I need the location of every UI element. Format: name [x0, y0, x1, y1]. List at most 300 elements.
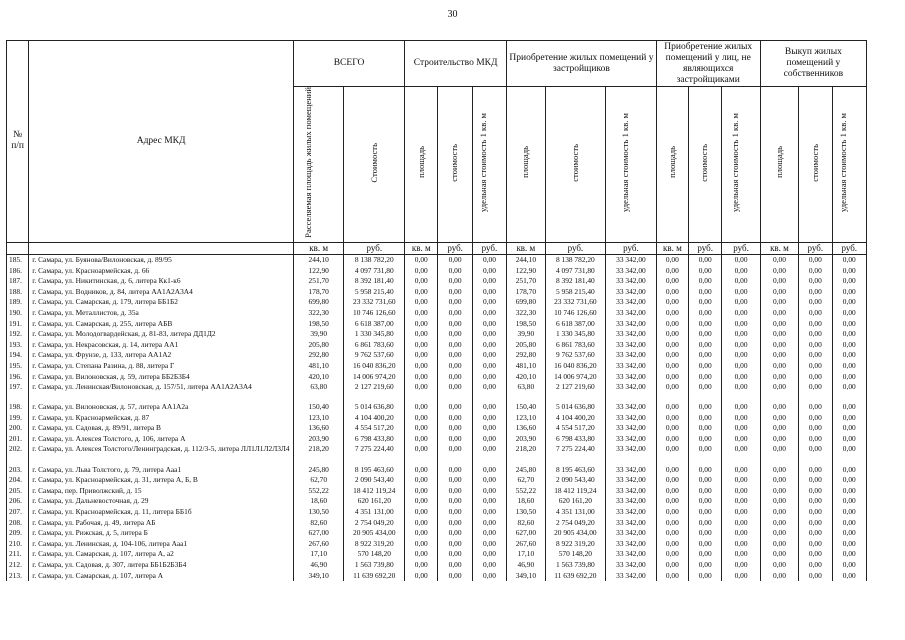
- row-dev-area: 292,80: [507, 350, 545, 361]
- row-total-area: 205,80: [293, 340, 344, 351]
- row-build-area: 0,00: [405, 444, 438, 464]
- row-dev-area: 150,40: [507, 402, 545, 413]
- row-nondev-unit: 0,00: [722, 434, 760, 445]
- row-build-unit: 0,00: [472, 287, 506, 298]
- row-total-cost: 10 746 126,60: [344, 308, 405, 319]
- row-nondev-unit: 0,00: [722, 496, 760, 507]
- unit-buyout-area: кв. м: [760, 242, 798, 254]
- col-header-dev-area: площадь: [507, 87, 545, 243]
- col-header-dev-cost: стоимость: [545, 87, 606, 243]
- row-build-unit: 0,00: [472, 308, 506, 319]
- row-nondev-cost: 0,00: [689, 475, 722, 486]
- row-total-cost: 5 014 636,80: [344, 402, 405, 413]
- row-dev-cost: 9 762 537,60: [545, 350, 606, 361]
- row-buyout-area: 0,00: [760, 276, 798, 287]
- table-row: [7, 496, 867, 507]
- row-buyout-cost: 0,00: [799, 538, 832, 549]
- col-header-total-area: Расселяемая площадь жилых помещений: [293, 87, 344, 243]
- row-build-area: 0,00: [405, 496, 438, 507]
- row-nondev-area: 0,00: [656, 517, 688, 528]
- row-nondev-cost: 0,00: [689, 507, 722, 518]
- row-total-cost: 1 330 345,80: [344, 329, 405, 340]
- row-dev-cost: 7 275 224,40: [545, 444, 606, 464]
- row-build-cost: 0,00: [438, 549, 472, 560]
- row-address: г. Самара, ул. Красноармейская, д. 31, литера А, Б, В: [29, 475, 294, 486]
- row-address: г. Самара, ул. Молодогвардейская, д. 81-83, литера ДД1Д2: [29, 329, 294, 340]
- row-nondev-unit: 0,00: [722, 265, 760, 276]
- row-dev-unit: 33 342,00: [606, 464, 657, 475]
- row-build-cost: 0,00: [438, 464, 472, 475]
- row-build-cost: 0,00: [438, 444, 472, 464]
- row-nondev-cost: 0,00: [689, 308, 722, 319]
- row-nondev-cost: 0,00: [689, 350, 722, 361]
- table-row: [7, 560, 867, 571]
- table-row: [7, 570, 867, 581]
- row-dev-unit: 33 342,00: [606, 486, 657, 497]
- row-dev-unit: 33 342,00: [606, 528, 657, 539]
- row-number: 192.: [7, 329, 29, 340]
- row-buyout-unit: 0,00: [832, 538, 866, 549]
- row-total-area: 17,10: [293, 549, 344, 560]
- row-nondev-unit: 0,00: [722, 538, 760, 549]
- row-dev-area: 349,10: [507, 570, 545, 581]
- row-nondev-unit: 0,00: [722, 350, 760, 361]
- row-number: 211.: [7, 549, 29, 560]
- row-nondev-cost: 0,00: [689, 318, 722, 329]
- table-row: [7, 413, 867, 424]
- row-dev-unit: 33 342,00: [606, 507, 657, 518]
- row-build-unit: 0,00: [472, 297, 506, 308]
- row-total-area: 46,90: [293, 560, 344, 571]
- row-number: 187.: [7, 276, 29, 287]
- row-dev-unit: 33 342,00: [606, 254, 657, 265]
- row-buyout-area: 0,00: [760, 507, 798, 518]
- row-total-cost: 4 104 400,20: [344, 413, 405, 424]
- row-total-area: 122,90: [293, 265, 344, 276]
- row-buyout-unit: 0,00: [832, 340, 866, 351]
- row-buyout-cost: 0,00: [799, 549, 832, 560]
- row-number: 196.: [7, 371, 29, 382]
- row-build-unit: 0,00: [472, 402, 506, 413]
- row-dev-unit: 33 342,00: [606, 361, 657, 372]
- row-build-area: 0,00: [405, 276, 438, 287]
- row-dev-area: 481,10: [507, 361, 545, 372]
- row-total-area: 349,10: [293, 570, 344, 581]
- row-build-area: 0,00: [405, 382, 438, 402]
- group-header-purchase-non-developers: Приобретение жилых помещений у лиц, не являющихся застройщиками: [656, 41, 760, 87]
- row-address: г. Самара, ул. Степана Разина, д. 88, литера Г: [29, 361, 294, 372]
- row-nondev-area: 0,00: [656, 423, 688, 434]
- row-total-area: 218,20: [293, 444, 344, 464]
- row-address: г. Самара, ул. Садовая, д. 307, литера ББ1Б2Б3Б4: [29, 560, 294, 571]
- row-nondev-unit: 0,00: [722, 528, 760, 539]
- row-dev-cost: 1 330 345,80: [545, 329, 606, 340]
- row-buyout-unit: 0,00: [832, 560, 866, 571]
- row-build-unit: 0,00: [472, 475, 506, 486]
- row-dev-unit: 33 342,00: [606, 402, 657, 413]
- row-buyout-area: 0,00: [760, 444, 798, 464]
- row-buyout-cost: 0,00: [799, 496, 832, 507]
- col-header-dev-unit: удельная стоимость 1 кв. м: [606, 87, 657, 243]
- row-build-unit: 0,00: [472, 265, 506, 276]
- row-build-unit: 0,00: [472, 538, 506, 549]
- row-dev-unit: 33 342,00: [606, 371, 657, 382]
- row-dev-unit: 33 342,00: [606, 350, 657, 361]
- row-buyout-cost: 0,00: [799, 486, 832, 497]
- row-dev-cost: 6 861 783,60: [545, 340, 606, 351]
- row-buyout-area: 0,00: [760, 265, 798, 276]
- row-build-cost: 0,00: [438, 382, 472, 402]
- row-buyout-area: 0,00: [760, 434, 798, 445]
- row-build-cost: 0,00: [438, 361, 472, 372]
- row-dev-unit: 33 342,00: [606, 423, 657, 434]
- row-buyout-area: 0,00: [760, 371, 798, 382]
- row-total-area: 178,70: [293, 287, 344, 298]
- unit-blank-1: [7, 242, 29, 254]
- row-total-area: 136,60: [293, 423, 344, 434]
- row-dev-area: 699,80: [507, 297, 545, 308]
- row-nondev-area: 0,00: [656, 549, 688, 560]
- row-build-area: 0,00: [405, 507, 438, 518]
- row-nondev-unit: 0,00: [722, 464, 760, 475]
- row-dev-cost: 2 090 543,40: [545, 475, 606, 486]
- row-nondev-unit: 0,00: [722, 276, 760, 287]
- row-number: 185.: [7, 254, 29, 265]
- row-nondev-cost: 0,00: [689, 434, 722, 445]
- row-total-cost: 570 148,20: [344, 549, 405, 560]
- row-nondev-area: 0,00: [656, 308, 688, 319]
- table-row: [7, 329, 867, 340]
- row-buyout-cost: 0,00: [799, 507, 832, 518]
- row-nondev-cost: 0,00: [689, 340, 722, 351]
- row-total-area: 244,10: [293, 254, 344, 265]
- row-buyout-cost: 0,00: [799, 434, 832, 445]
- row-build-cost: 0,00: [438, 517, 472, 528]
- row-build-cost: 0,00: [438, 507, 472, 518]
- row-nondev-cost: 0,00: [689, 486, 722, 497]
- row-buyout-area: 0,00: [760, 308, 798, 319]
- row-buyout-area: 0,00: [760, 475, 798, 486]
- row-build-unit: 0,00: [472, 276, 506, 287]
- row-nondev-unit: 0,00: [722, 402, 760, 413]
- row-buyout-unit: 0,00: [832, 371, 866, 382]
- row-nondev-unit: 0,00: [722, 318, 760, 329]
- row-buyout-cost: 0,00: [799, 340, 832, 351]
- row-number: 212.: [7, 560, 29, 571]
- row-nondev-cost: 0,00: [689, 371, 722, 382]
- row-nondev-area: 0,00: [656, 297, 688, 308]
- row-buyout-area: 0,00: [760, 413, 798, 424]
- row-dev-area: 17,10: [507, 549, 545, 560]
- row-nondev-area: 0,00: [656, 340, 688, 351]
- row-nondev-cost: 0,00: [689, 528, 722, 539]
- row-build-area: 0,00: [405, 517, 438, 528]
- row-number: 213.: [7, 570, 29, 581]
- row-number: 204.: [7, 475, 29, 486]
- row-build-unit: 0,00: [472, 361, 506, 372]
- row-build-cost: 0,00: [438, 528, 472, 539]
- table-row: [7, 444, 867, 464]
- row-nondev-unit: 0,00: [722, 371, 760, 382]
- row-build-cost: 0,00: [438, 402, 472, 413]
- row-total-cost: 2 090 543,40: [344, 475, 405, 486]
- row-build-unit: 0,00: [472, 444, 506, 464]
- row-build-area: 0,00: [405, 329, 438, 340]
- table-row: [7, 464, 867, 475]
- row-total-area: 123,10: [293, 413, 344, 424]
- row-dev-cost: 2 754 049,20: [545, 517, 606, 528]
- row-total-area: 198,50: [293, 318, 344, 329]
- row-dev-cost: 8 922 319,20: [545, 538, 606, 549]
- row-total-cost: 4 351 131,00: [344, 507, 405, 518]
- row-dev-area: 244,10: [507, 254, 545, 265]
- row-total-cost: 2 754 049,20: [344, 517, 405, 528]
- row-total-area: 699,80: [293, 297, 344, 308]
- row-build-cost: 0,00: [438, 371, 472, 382]
- row-buyout-area: 0,00: [760, 486, 798, 497]
- row-build-cost: 0,00: [438, 538, 472, 549]
- row-build-cost: 0,00: [438, 276, 472, 287]
- row-dev-cost: 6 798 433,80: [545, 434, 606, 445]
- row-buyout-cost: 0,00: [799, 560, 832, 571]
- row-build-unit: 0,00: [472, 549, 506, 560]
- row-build-area: 0,00: [405, 371, 438, 382]
- table-row: [7, 308, 867, 319]
- row-total-area: 627,00: [293, 528, 344, 539]
- row-total-cost: 7 275 224,40: [344, 444, 405, 464]
- row-build-cost: 0,00: [438, 475, 472, 486]
- row-dev-area: 627,00: [507, 528, 545, 539]
- row-buyout-unit: 0,00: [832, 434, 866, 445]
- row-number: 189.: [7, 297, 29, 308]
- page-number: 30: [447, 9, 458, 20]
- row-dev-cost: 570 148,20: [545, 549, 606, 560]
- row-nondev-unit: 0,00: [722, 549, 760, 560]
- table-row: [7, 297, 867, 308]
- row-buyout-unit: 0,00: [832, 570, 866, 581]
- row-buyout-area: 0,00: [760, 340, 798, 351]
- row-buyout-cost: 0,00: [799, 444, 832, 464]
- row-address: г. Самара, ул. Металлистов, д. 35а: [29, 308, 294, 319]
- row-number: 200.: [7, 423, 29, 434]
- group-header-construction: Строительство МКД: [405, 41, 507, 87]
- row-nondev-area: 0,00: [656, 486, 688, 497]
- row-nondev-area: 0,00: [656, 361, 688, 372]
- row-number: 191.: [7, 318, 29, 329]
- row-buyout-unit: 0,00: [832, 265, 866, 276]
- row-nondev-cost: 0,00: [689, 538, 722, 549]
- row-number: 209.: [7, 528, 29, 539]
- unit-dev-cost: руб.: [545, 242, 606, 254]
- table-row: [7, 402, 867, 413]
- row-dev-cost: 11 639 692,20: [545, 570, 606, 581]
- row-nondev-area: 0,00: [656, 413, 688, 424]
- row-nondev-unit: 0,00: [722, 486, 760, 497]
- row-buyout-cost: 0,00: [799, 423, 832, 434]
- row-buyout-area: 0,00: [760, 402, 798, 413]
- row-build-area: 0,00: [405, 486, 438, 497]
- row-nondev-area: 0,00: [656, 464, 688, 475]
- row-buyout-area: 0,00: [760, 329, 798, 340]
- row-number: 206.: [7, 496, 29, 507]
- row-number: 205.: [7, 486, 29, 497]
- row-number: 203.: [7, 464, 29, 475]
- row-total-area: 251,70: [293, 276, 344, 287]
- row-dev-unit: 33 342,00: [606, 308, 657, 319]
- row-number: 202.: [7, 444, 29, 464]
- table-row: [7, 475, 867, 486]
- row-nondev-area: 0,00: [656, 350, 688, 361]
- row-build-unit: 0,00: [472, 496, 506, 507]
- row-address: г. Самара, ул. Льва Толстого, д. 79, литера Ааа1: [29, 464, 294, 475]
- row-nondev-cost: 0,00: [689, 560, 722, 571]
- row-buyout-area: 0,00: [760, 297, 798, 308]
- row-buyout-unit: 0,00: [832, 486, 866, 497]
- row-buyout-area: 0,00: [760, 350, 798, 361]
- row-buyout-area: 0,00: [760, 517, 798, 528]
- table-row: [7, 350, 867, 361]
- row-number: 201.: [7, 434, 29, 445]
- row-buyout-unit: 0,00: [832, 528, 866, 539]
- row-dev-area: 198,50: [507, 318, 545, 329]
- row-build-area: 0,00: [405, 475, 438, 486]
- row-dev-unit: 33 342,00: [606, 287, 657, 298]
- row-total-area: 130,50: [293, 507, 344, 518]
- row-build-area: 0,00: [405, 528, 438, 539]
- row-dev-unit: 33 342,00: [606, 318, 657, 329]
- row-buyout-cost: 0,00: [799, 371, 832, 382]
- row-number: 195.: [7, 361, 29, 372]
- row-buyout-unit: 0,00: [832, 517, 866, 528]
- row-buyout-unit: 0,00: [832, 475, 866, 486]
- row-build-area: 0,00: [405, 287, 438, 298]
- row-dev-area: 322,30: [507, 308, 545, 319]
- row-nondev-cost: 0,00: [689, 444, 722, 464]
- row-dev-area: 203,90: [507, 434, 545, 445]
- row-total-area: 292,80: [293, 350, 344, 361]
- row-nondev-unit: 0,00: [722, 444, 760, 464]
- row-address: г. Самара, ул. Некрасовская, д. 14, литера АА1: [29, 340, 294, 351]
- row-number: 210.: [7, 538, 29, 549]
- row-nondev-area: 0,00: [656, 444, 688, 464]
- table-row: [7, 371, 867, 382]
- row-total-cost: 16 040 836,20: [344, 361, 405, 372]
- row-buyout-unit: 0,00: [832, 413, 866, 424]
- row-buyout-cost: 0,00: [799, 517, 832, 528]
- row-total-cost: 8 392 181,40: [344, 276, 405, 287]
- row-nondev-unit: 0,00: [722, 340, 760, 351]
- row-total-area: 82,60: [293, 517, 344, 528]
- row-dev-area: 245,80: [507, 464, 545, 475]
- row-build-area: 0,00: [405, 361, 438, 372]
- row-buyout-cost: 0,00: [799, 276, 832, 287]
- row-address: г. Самара, ул. Алексея Толстого, д. 106, литера А: [29, 434, 294, 445]
- row-dev-cost: 8 138 782,20: [545, 254, 606, 265]
- row-dev-area: 62,70: [507, 475, 545, 486]
- row-dev-unit: 33 342,00: [606, 434, 657, 445]
- row-total-cost: 4 554 517,20: [344, 423, 405, 434]
- row-buyout-area: 0,00: [760, 560, 798, 571]
- group-header-buyout: Выкуп жилых помещений у собственников: [760, 41, 866, 87]
- row-build-cost: 0,00: [438, 496, 472, 507]
- row-buyout-area: 0,00: [760, 318, 798, 329]
- row-dev-cost: 5 958 215,40: [545, 287, 606, 298]
- row-dev-unit: 33 342,00: [606, 538, 657, 549]
- row-build-area: 0,00: [405, 340, 438, 351]
- row-buyout-unit: 0,00: [832, 361, 866, 372]
- row-nondev-cost: 0,00: [689, 517, 722, 528]
- row-build-cost: 0,00: [438, 570, 472, 581]
- unit-build-cost: руб.: [438, 242, 472, 254]
- row-build-cost: 0,00: [438, 434, 472, 445]
- row-number: 190.: [7, 308, 29, 319]
- col-header-nondev-unit: удельная стоимость 1 кв. м: [722, 87, 760, 243]
- row-address: г. Самара, ул. Самарская, д. 107, литера А, а2: [29, 549, 294, 560]
- row-buyout-unit: 0,00: [832, 496, 866, 507]
- row-buyout-cost: 0,00: [799, 329, 832, 340]
- row-dev-unit: 33 342,00: [606, 329, 657, 340]
- row-nondev-unit: 0,00: [722, 329, 760, 340]
- row-nondev-area: 0,00: [656, 265, 688, 276]
- row-dev-cost: 4 104 400,20: [545, 413, 606, 424]
- row-number: 186.: [7, 265, 29, 276]
- row-build-area: 0,00: [405, 265, 438, 276]
- row-number: 199.: [7, 413, 29, 424]
- row-buyout-unit: 0,00: [832, 329, 866, 340]
- table-row: [7, 423, 867, 434]
- row-buyout-area: 0,00: [760, 423, 798, 434]
- row-build-area: 0,00: [405, 560, 438, 571]
- row-dev-unit: 33 342,00: [606, 496, 657, 507]
- row-nondev-cost: 0,00: [689, 254, 722, 265]
- row-nondev-unit: 0,00: [722, 287, 760, 298]
- row-dev-area: 136,60: [507, 423, 545, 434]
- row-build-unit: 0,00: [472, 507, 506, 518]
- row-total-cost: 8 138 782,20: [344, 254, 405, 265]
- row-buyout-cost: 0,00: [799, 287, 832, 298]
- row-total-area: 63,80: [293, 382, 344, 402]
- row-total-cost: 23 332 731,60: [344, 297, 405, 308]
- row-nondev-unit: 0,00: [722, 475, 760, 486]
- row-build-unit: 0,00: [472, 254, 506, 265]
- row-nondev-area: 0,00: [656, 382, 688, 402]
- row-buyout-cost: 0,00: [799, 413, 832, 424]
- row-dev-area: 18,60: [507, 496, 545, 507]
- row-buyout-unit: 0,00: [832, 423, 866, 434]
- row-number: 188.: [7, 287, 29, 298]
- row-buyout-cost: 0,00: [799, 308, 832, 319]
- row-build-cost: 0,00: [438, 350, 472, 361]
- row-number: 198.: [7, 402, 29, 413]
- row-nondev-area: 0,00: [656, 538, 688, 549]
- row-nondev-area: 0,00: [656, 496, 688, 507]
- row-address: г. Самара, ул. Красноармейская, д. 66: [29, 265, 294, 276]
- row-build-unit: 0,00: [472, 413, 506, 424]
- row-build-area: 0,00: [405, 254, 438, 265]
- row-nondev-cost: 0,00: [689, 570, 722, 581]
- row-dev-cost: 620 161,20: [545, 496, 606, 507]
- row-dev-cost: 2 127 219,60: [545, 382, 606, 402]
- row-number: 194.: [7, 350, 29, 361]
- row-buyout-cost: 0,00: [799, 361, 832, 372]
- row-dev-unit: 33 342,00: [606, 475, 657, 486]
- row-number: 197.: [7, 382, 29, 402]
- row-build-unit: 0,00: [472, 434, 506, 445]
- row-buyout-cost: 0,00: [799, 297, 832, 308]
- row-buyout-unit: 0,00: [832, 507, 866, 518]
- row-build-unit: 0,00: [472, 329, 506, 340]
- row-buyout-cost: 0,00: [799, 528, 832, 539]
